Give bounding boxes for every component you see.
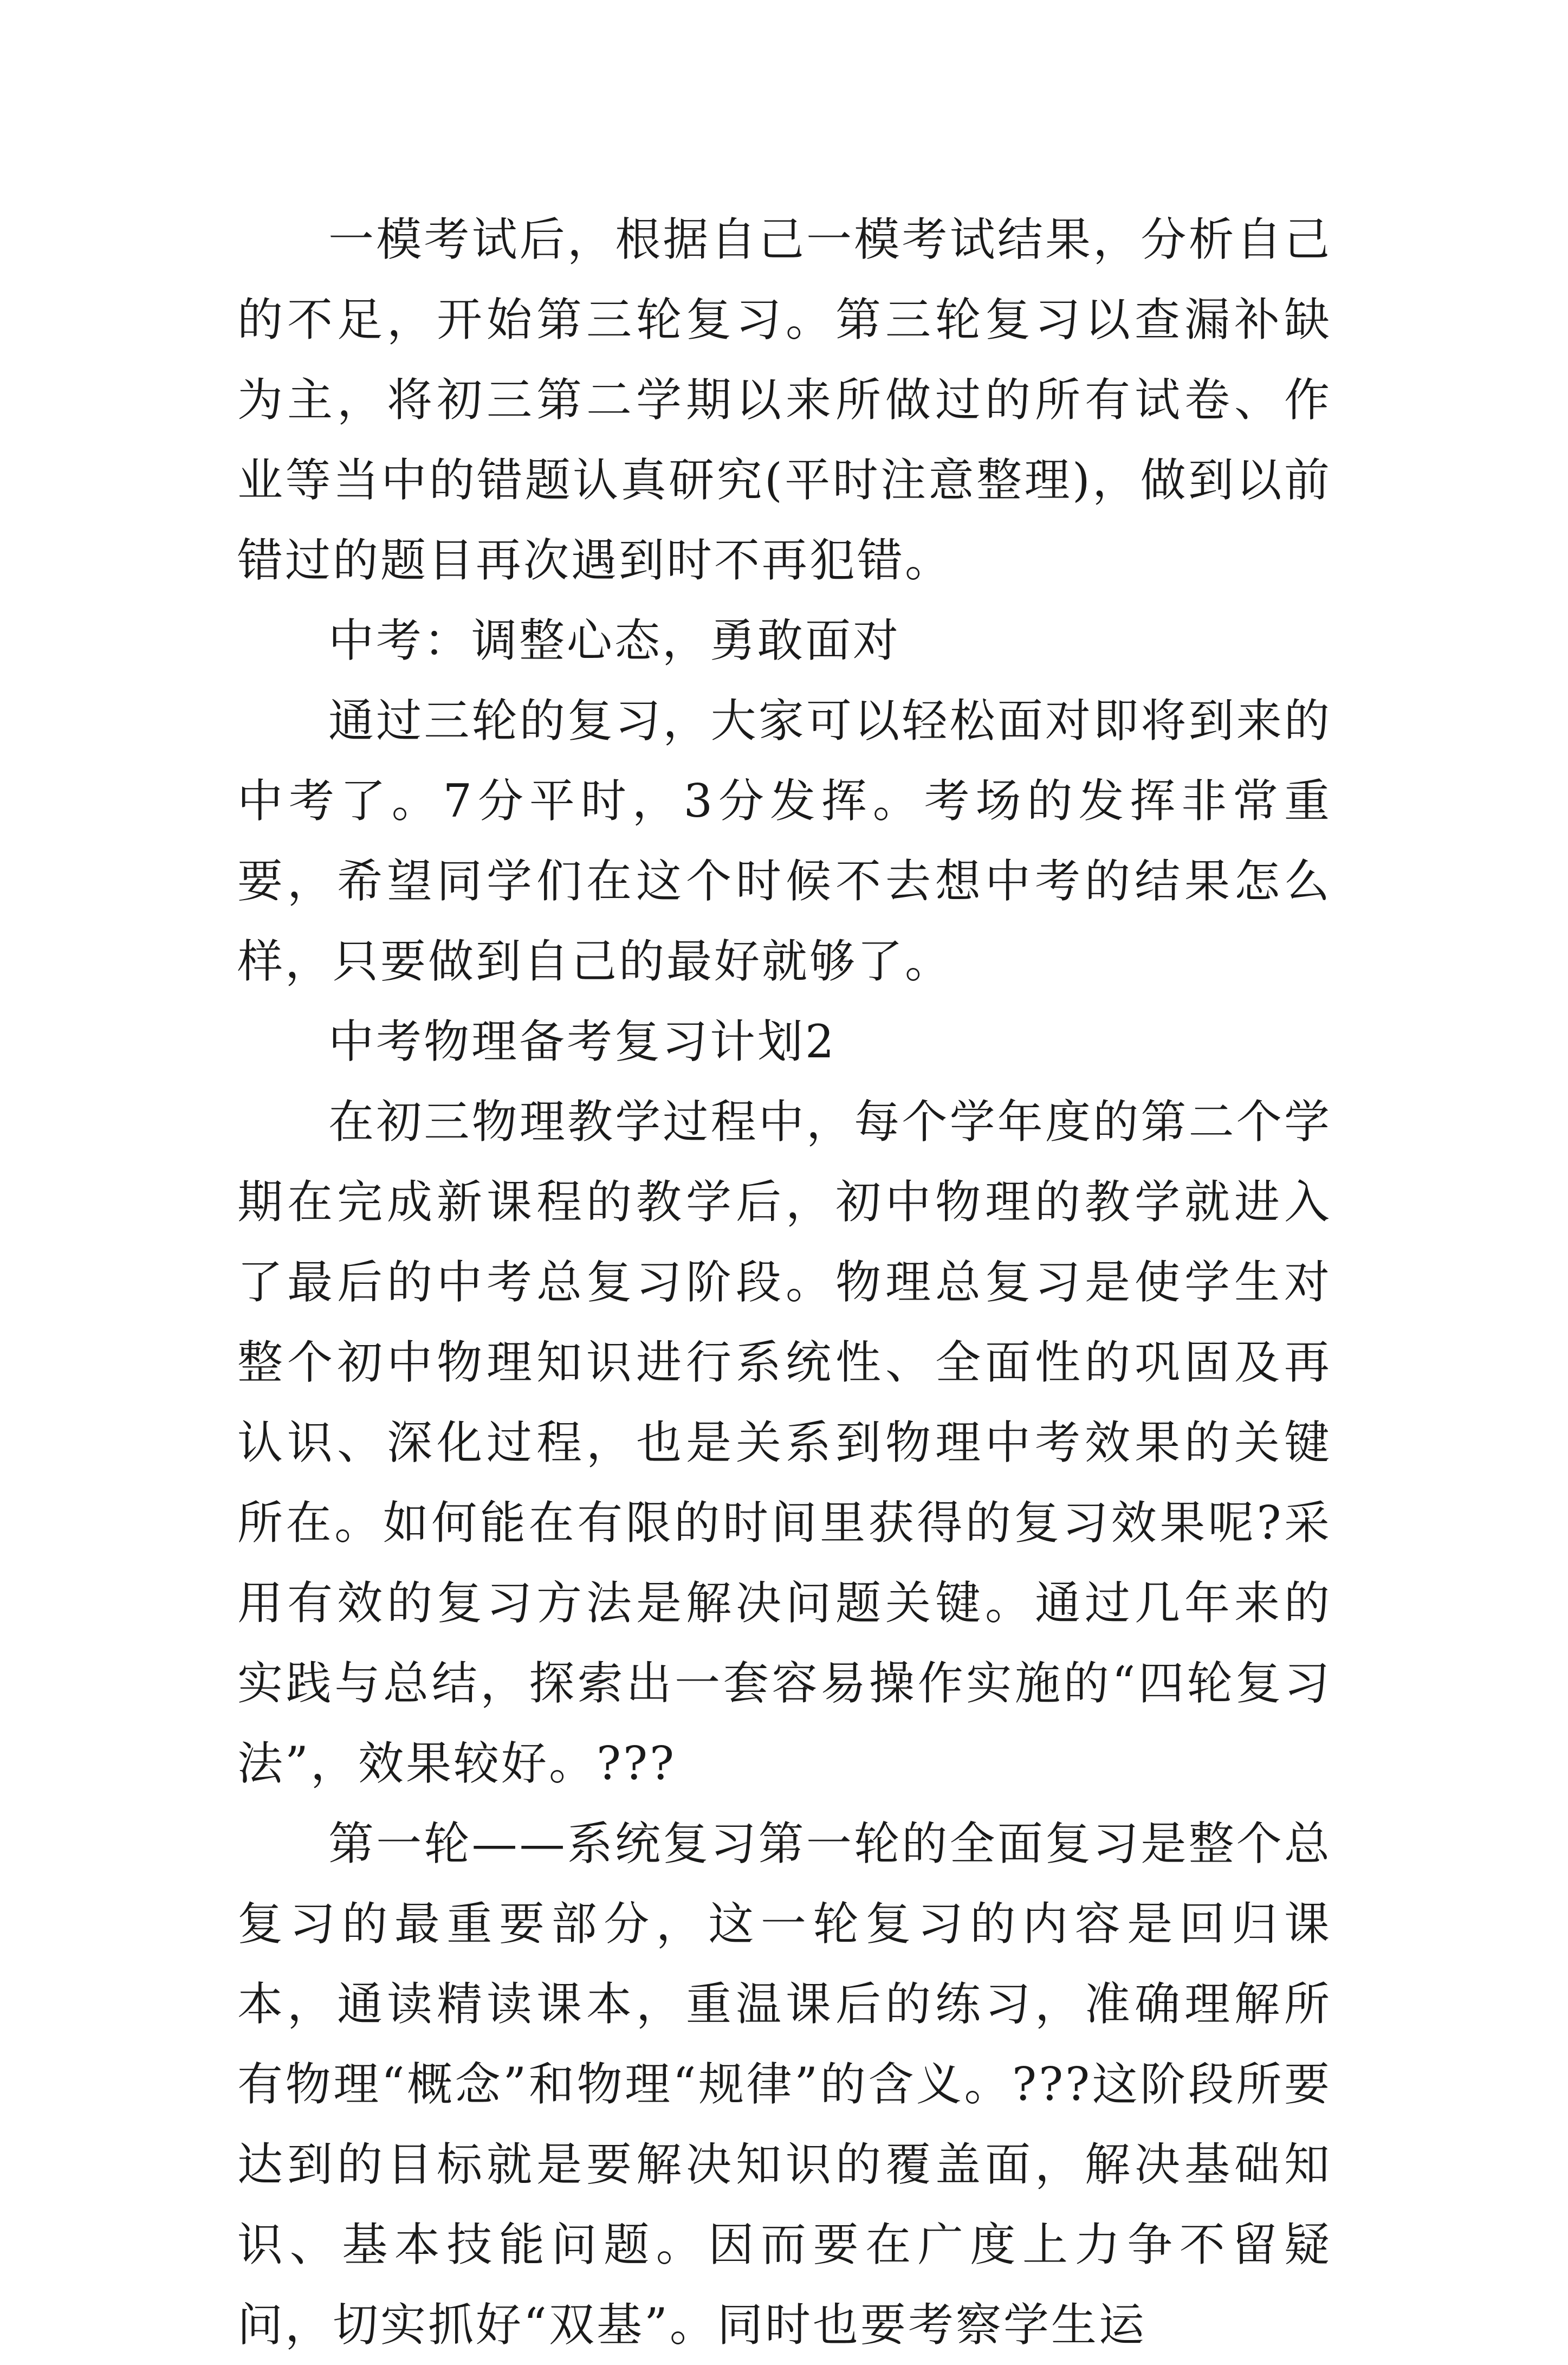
paragraph-first-round-review: 第一轮——系统复习第一轮的全面复习是整个总复习的最重要部分，这一轮复习的内容是回归课本，通读精读课本，重温课后的练习，准确理解所有物理“概念”和物理“规律”的含义。???这阶段所要达到的目标就是要解决知识的覆盖面，解决基础知识、基本技能问题。因而要在广度上力争不留疑问，切实抓好“双基”。同时也要考察学生运 bbox=[237, 1817, 1332, 2351]
paragraph-review-plan-intro: 在初三物理教学过程中，每个学年度的第二个学期在完成新课程的教学后，初中物理的教学就进入了最后的中考总复习阶段。物理总复习是使学生对整个初中物理知识进行系统性、全面性的巩固及再认识、深化过程，也是关系到物理中考效果的关键所在。如何能在有限的时间里获得的复习效果呢?采用有效的复习方法是解决问题关键。通过几年来的实践与总结，探索出一套容易操作实施的“四轮复习法”，效果较好。??? bbox=[237, 1095, 1332, 1790]
section-heading-review-plan-2: 中考物理备考复习计划2 bbox=[328, 1015, 837, 1068]
document-body bbox=[237, 199, 1332, 2365]
paragraph-exam-mindset: 通过三轮的复习，大家可以轻松面对即将到来的中考了。7分平时，3分发挥。考场的发挥非常重要，希望同学们在这个时候不去想中考的结果怎么样，只要做到自己的最好就够了。 bbox=[237, 694, 1332, 988]
section-heading-exam-mindset: 中考：调整心态，勇敢面对 bbox=[328, 614, 901, 667]
paragraph-third-round-review: 一模考试后，根据自己一模考试结果，分析自己的不足，开始第三轮复习。第三轮复习以查漏补缺为主，将初三第二学期以来所做过的所有试卷、作业等当中的错题认真研究(平时注意整理)，做到以前错过的题目再次遇到时不再犯错。 bbox=[237, 213, 1332, 587]
